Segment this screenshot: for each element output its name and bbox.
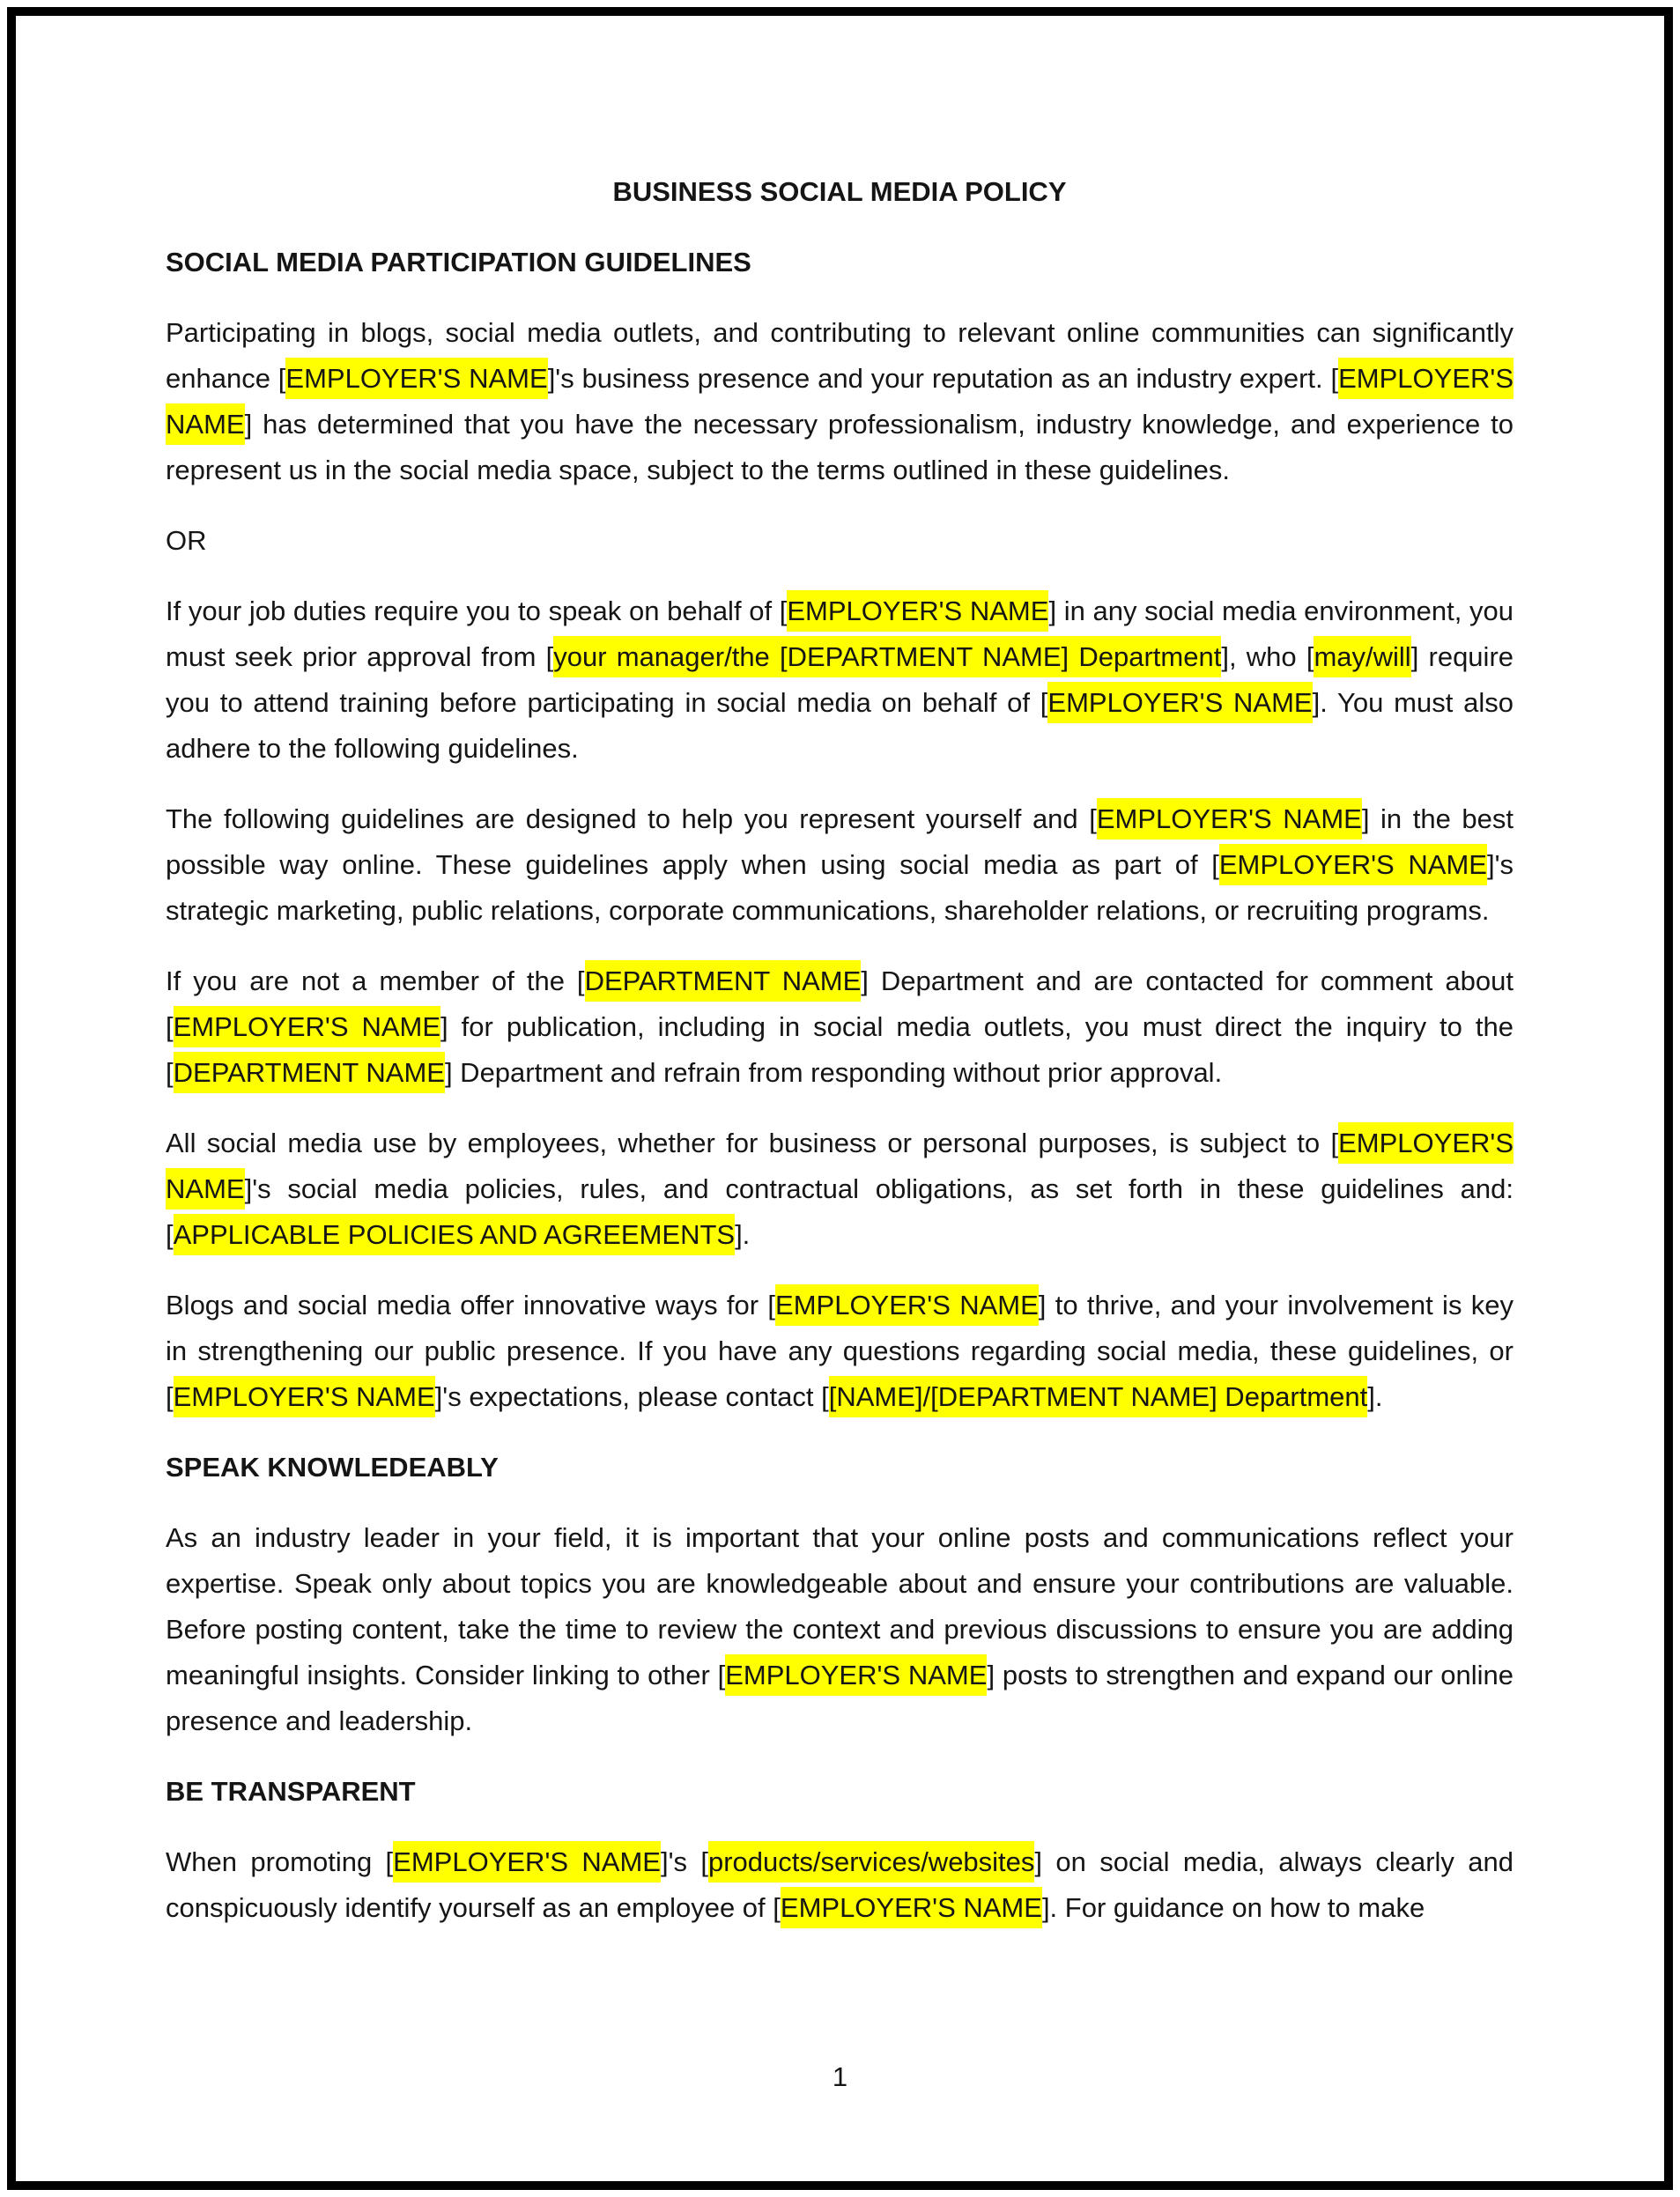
text-run: ]. For guidance on how to make (1041, 1892, 1425, 1923)
text-run: The following guidelines are designed to help you represent yourself and [ (166, 803, 1097, 834)
text-run: As an industry leader in your field, it is important that your online posts and communications reflect your expertise. Speak only about topics you are knowledgeable about and ensure your contributions are valuable. Before posting content, take the time to review the context and previous discussions to ensure you are adding meaningful insights. Consider linking to other [ (166, 1522, 1513, 1690)
text-run: ] Department and are contacted for comment about [ (166, 965, 1513, 1042)
text-run: ]'s strategic marketing, public relations, corporate communications, shareholder relations, or recruiting programs. (166, 849, 1513, 926)
text-run: ]. You must also adhere to the following guidelines. (166, 687, 1513, 764)
text-run: ]. (1367, 1381, 1383, 1412)
text-run: ]'s business presence and your reputation as an industry expert. [ (547, 363, 1339, 394)
highlighted-placeholder: EMPLOYER'S NAME (174, 1376, 435, 1417)
text-run: When promoting [ (166, 1846, 394, 1877)
highlighted-placeholder: EMPLOYER'S NAME (1219, 844, 1487, 885)
section-heading (166, 1445, 1513, 1491)
text-run: ] in the best possible way online. These guidelines apply when using social media as part of [ (166, 803, 1513, 880)
text-run: ] to thrive, and your involvement is key in strengthening our public presence. If you have any questions regarding social media, these guidelines, or [ (166, 1290, 1514, 1412)
highlighted-placeholder: EMPLOYER'S NAME (787, 590, 1048, 632)
document-title: BUSINESS SOCIAL MEDIA POLICY (612, 176, 1067, 207)
highlighted-placeholder: your manager/the [DEPARTMENT NAME] Department (553, 636, 1221, 677)
text-run: ] on social media, always clearly and conspicuously identify yourself as an employee of [ (166, 1846, 1514, 1923)
text-run: ] in any social media environment, you must seek prior approval from [ (166, 595, 1513, 672)
section-heading (166, 240, 1513, 285)
highlighted-placeholder: DEPARTMENT NAME (585, 960, 862, 1002)
paragraph (166, 796, 1513, 934)
section-heading (166, 1769, 1513, 1815)
page-number: 1 (832, 2061, 848, 2092)
highlighted-placeholder: APPLICABLE POLICIES AND AGREEMENTS (174, 1214, 735, 1255)
highlighted-placeholder: DEPARTMENT NAME (174, 1052, 445, 1093)
text-run: ] require you to attend training before participating in social media on behalf of [ (166, 641, 1514, 718)
text-run: ]'s social media policies, rules, and contractual obligations, as set forth in these guidelines and: [ (166, 1173, 1513, 1250)
highlighted-placeholder: products/services/websites (708, 1841, 1034, 1883)
highlighted-placeholder: EMPLOYER'S NAME (725, 1654, 987, 1696)
text-run: ], who [ (1221, 641, 1314, 672)
highlighted-placeholder: EMPLOYER'S NAME (285, 358, 547, 399)
document-body (166, 240, 1513, 1931)
text-run: OR (166, 525, 207, 556)
text-run: SOCIAL MEDIA PARTICIPATION GUIDELINES (166, 247, 751, 277)
highlighted-placeholder: [NAME]/[DEPARTMENT NAME] Department (829, 1376, 1368, 1417)
text-run: ] posts to strengthen and expand our online presence and leadership. (166, 1660, 1514, 1736)
paragraph (166, 310, 1513, 493)
paragraph (166, 1121, 1513, 1258)
text-run: ]'s expectations, please contact [ (434, 1381, 829, 1412)
text-run: ] for publication, including in social media outlets, you must direct the inquiry to the [ (166, 1011, 1513, 1088)
highlighted-placeholder: EMPLOYER'S NAME (1097, 798, 1362, 840)
paragraph (166, 1839, 1513, 1931)
highlighted-placeholder: EMPLOYER'S NAME (166, 1122, 1513, 1209)
highlighted-placeholder: EMPLOYER'S NAME (166, 358, 1513, 445)
paragraph (166, 588, 1513, 772)
text-run: ]'s [ (660, 1846, 708, 1877)
text-run: ]. (735, 1219, 751, 1250)
text-run: Participating in blogs, social media outlets, and contributing to relevant online communities can significantly enhance [ (166, 317, 1513, 394)
text-run: ] Department and refrain from responding without prior approval. (444, 1057, 1223, 1088)
highlighted-placeholder: EMPLOYER'S NAME (393, 1841, 661, 1883)
highlighted-placeholder: EMPLOYER'S NAME (775, 1284, 1039, 1326)
highlighted-placeholder: EMPLOYER'S NAME (174, 1006, 440, 1047)
highlighted-placeholder: EMPLOYER'S NAME (781, 1887, 1042, 1928)
highlighted-placeholder: may/will (1314, 636, 1410, 677)
document-page (166, 169, 1513, 1956)
text-run: BE TRANSPARENT (166, 1776, 416, 1807)
paragraph (166, 518, 1513, 564)
text-run: If your job duties require you to speak on behalf of [ (166, 595, 788, 626)
text-run: All social media use by employees, whether for business or personal purposes, is subject to [ (166, 1128, 1339, 1158)
text-run: If you are not a member of the [ (166, 965, 585, 996)
text-run: Blogs and social media offer innovative ways for [ (166, 1290, 776, 1320)
paragraph (166, 1515, 1513, 1744)
text-run: ] has determined that you have the necessary professionalism, industry knowledge, and experience to represent us in the social media space, subject to the terms outlined in these guidelines. (166, 409, 1513, 485)
paragraph (166, 1283, 1513, 1420)
text-run: SPEAK KNOWLEDEABLY (166, 1452, 499, 1483)
paragraph (166, 958, 1513, 1096)
highlighted-placeholder: EMPLOYER'S NAME (1047, 682, 1312, 723)
